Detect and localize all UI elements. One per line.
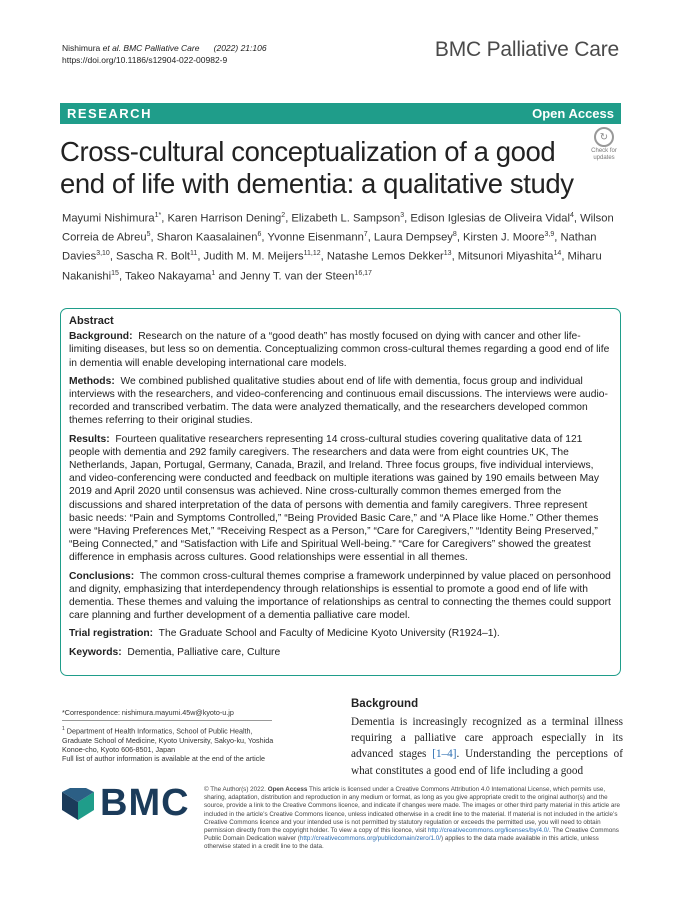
author-affiliation-sup: 11: [190, 250, 198, 258]
cc-by-link[interactable]: http://creativecommons.org/licenses/by/4.0/: [427, 827, 549, 835]
abstract-box: [60, 308, 621, 676]
author-name: Yvonne Eisenmann: [267, 231, 364, 244]
author-affiliation-sup: 3,10: [96, 250, 110, 258]
abstract-background: Background: Research on the nature of a “good death” has mostly focused on dying with cancer and other life-limiting diseases, but less so on dementia. Conceptualizing common cross-cultural themes regarding a good end of life in dementia will enable developing international care models.: [69, 331, 610, 369]
bmc-logo-mark-icon: [62, 788, 94, 820]
author-list: Mayumi Nishimura$^{1*}$, Karen Harrison Dening$^2$, Elizabeth L. Sampson$^3$, Edison Iglesias de Oliveira Vidal$^4$, Wilson Correia de Abreu$^5$, Sharon Kaasalainen$^6$, Yvonne Eisenmann$^7$, Laura Dempsey$^8$, Kirsten J. Moore$^{3,9}$, Nathan Davies$^{3,10}$, Sascha R. Bolt$^{11}$, Judith M. M. Meijers$^{11,12}$, Natashe Lemos Dekker$^{13}$, Mitsunori Miyashita$^{14}$, Miharu Nakanishi$^{15}$, Takeo Nakayama$^1$ and Jenny T. van der Steen$^{16,17}$: [62, 212, 614, 283]
abstract-heading: Abstract: [69, 315, 114, 327]
author-affiliation-sup: 2: [281, 212, 286, 219]
author-affiliation-sup: 1*: [154, 212, 162, 219]
author-affiliation-sup: 16,17: [354, 269, 372, 277]
author-name: Natashe Lemos Dekker: [326, 251, 444, 264]
author-name: Nathan Davies: [62, 231, 597, 264]
article-title: Cross-cultural conceptualization of a good end of life with dementia: a qualitative study: [60, 136, 574, 199]
author-name: Laura Dempsey: [373, 231, 453, 244]
author-name: Elizabeth L. Sampson: [291, 212, 401, 225]
cc-zero-link[interactable]: http://creativecommons.org/publicdomain/zero/1.0/: [299, 835, 441, 843]
author-name: Miharu Nakanishi: [62, 251, 602, 283]
running-header: [62, 42, 267, 66]
correspondence: *Correspondence: nishimura.mayumi.45w@kyoto-u.jp: [62, 708, 234, 717]
footnotes: [62, 708, 282, 763]
background-text: Dementia is increasingly recognized as a terminal illness requiring a palliative care approach especially in its advanced stages [1–4]. Understanding the perceptions of what constitutes a good end of life including a good: [351, 716, 623, 777]
author-name: Karen Harrison Dening: [167, 212, 282, 225]
journal-name: BMC Palliative Care: [434, 38, 619, 61]
open-access-label: Open Access: [532, 106, 614, 121]
author-affiliation-sup: 7: [363, 231, 368, 239]
author-name: Edison Iglesias de Oliveira Vidal: [410, 212, 570, 225]
abstract-conclusions: Conclusions: The common cross-cultural themes comprise a framework underpinned by value placed on personhood and dignity, emphasizing that interdependency through relationships is essential to promote a good end of life with dementia. These themes and valuing the importance of relationships as central to connecting the themes could support care planning and further development of a dementia palliative care model.: [69, 570, 611, 622]
footnote-divider: [62, 720, 272, 721]
reference-link[interactable]: [1–4]: [432, 748, 457, 761]
article-type-bar: [60, 103, 621, 124]
author-affiliation-sup: 3: [400, 212, 405, 219]
background-heading: Background: [351, 698, 419, 710]
bmc-logo: [62, 782, 190, 825]
author-affiliation-sup: 3,9: [544, 231, 555, 239]
author-affiliation-sup: 4: [570, 212, 574, 219]
author-affiliation-sup: 14: [553, 250, 562, 258]
bmc-logo-word: BMC: [100, 782, 190, 824]
author-name: Wilson Correia de Abreu: [62, 212, 614, 244]
author-name: Judith M. M. Meijers: [203, 251, 304, 264]
abstract-methods: Methods: We combined published qualitative studies about end of life with dementia, focus group and individual interviews with the researchers, and video-conferencing and continuous email discussions. The interviews were audio-recorded and transcribed verbatim. The data were analyzed thematically, and the researchers developed common themes referring to their original studies.: [69, 375, 608, 427]
author-affiliation-sup: 5: [146, 231, 151, 239]
author-name: Kirsten J. Moore: [463, 231, 545, 244]
author-name: Mayumi Nishimura: [62, 212, 155, 225]
author-info-note: Full list of author information is available at the end of the article: [62, 754, 265, 764]
author-affiliation-sup: 1: [211, 269, 216, 277]
abstract-results: Results: Fourteen qualitative researchers representing 14 cross-cultural studies covering qualitative data of 121 people with dementia and 292 family caregivers. The researchers and data were from eight countries UK, The Netherlands, Japan, Portugal, Germany, Canada, Brazil, and Ireland. Three focus groups, five individual interviews, and video-conferencing were conducted and feedback on multiple iterations was gained by 190 emails between May 2019 and April 2020 until consensus was achieved. Nine cross-culturally common themes emerged from the discussions and shared interpretation of the data of persons with dementia and family caregivers. Three represent basic needs: “Pain and Symptoms Controlled,” “Being Provided Basic Care,” and “A Place like Home.” Other themes were “Having Preferences Met,” “Receiving Respect as a Person,” “Care for Caregivers,” “Identity Being Preserved,” “Being Connected,” and “Satisfaction with Life and Spiritual Well-being.” “Care for Caregivers” showed the greatest difference in emphasis across cultures. Good relationships were essential in all themes.: [69, 433, 600, 564]
check-for-updates-button[interactable]: [587, 127, 621, 161]
doi-link[interactable]: https://doi.org/10.1186/s12904-022-00982-9: [62, 55, 228, 65]
author-affiliation-sup: 11,12: [303, 250, 321, 258]
affiliation: $^1$ Department of Health Informatics, School of Public Health, Graduate School of Medicine, Kyoto University, Sakyo-ku, Yoshida Konoe-cho, Kyoto 606-8501, Japan: [62, 726, 274, 754]
author-name: Jenny T. van der Steen: [240, 270, 355, 283]
article-type-label: RESEARCH: [67, 106, 152, 121]
license-text: © The Author(s) 2022. Open Access This article is licensed under a Creative Commons Attribution 4.0 International License, which permits use, sharing, adaptation, distribution and reproduction in any medium or format, as long as you give appropriate credit to the original author(s) and the source, provide a link to the Creative Commons licence, and indicate if changes were made. The images or other third party material in this article are included in the article’s Creative Commons licence, unless indicated otherwise in a credit line to the material. If material is not included in the article’s Creative Commons licence and your intended use is not permitted by statutory regulation or exceeds the permitted use, you will need to obtain permission directly from the copyright holder. To view a copy of this licence, visit http://creativecommons.org/licenses/by/4.0/. The Creative Commons Public Domain Dedication waiver (http://creativecommons.org/publicdomain/zero/1.0/) applies to the data made available in this article, unless otherwise stated in a credit line to the data.: [204, 786, 621, 851]
author-name: Mitsunori Miyashita: [457, 251, 554, 264]
abstract-trial-registration: Trial registration: The Graduate School and Faculty of Medicine Kyoto University (R1924–1).: [69, 628, 500, 640]
author-affiliation-sup: 13: [443, 250, 452, 258]
abstract-keywords: Keywords: Dementia, Palliative care, Culture: [69, 646, 281, 658]
check-updates-text: Check for updates: [591, 148, 617, 161]
citation: Nishimura et al. BMC Palliative Care (2022) 21:106: [62, 43, 267, 53]
author-name: Sascha R. Bolt: [116, 251, 191, 264]
author-affiliation-sup: 15: [111, 269, 119, 277]
check-updates-icon: ↻: [594, 127, 614, 147]
author-affiliation-sup: 8: [452, 231, 457, 239]
author-affiliation-sup: 6: [257, 231, 262, 239]
author-name: Takeo Nakayama: [124, 270, 212, 283]
author-name: Sharon Kaasalainen: [156, 231, 258, 244]
